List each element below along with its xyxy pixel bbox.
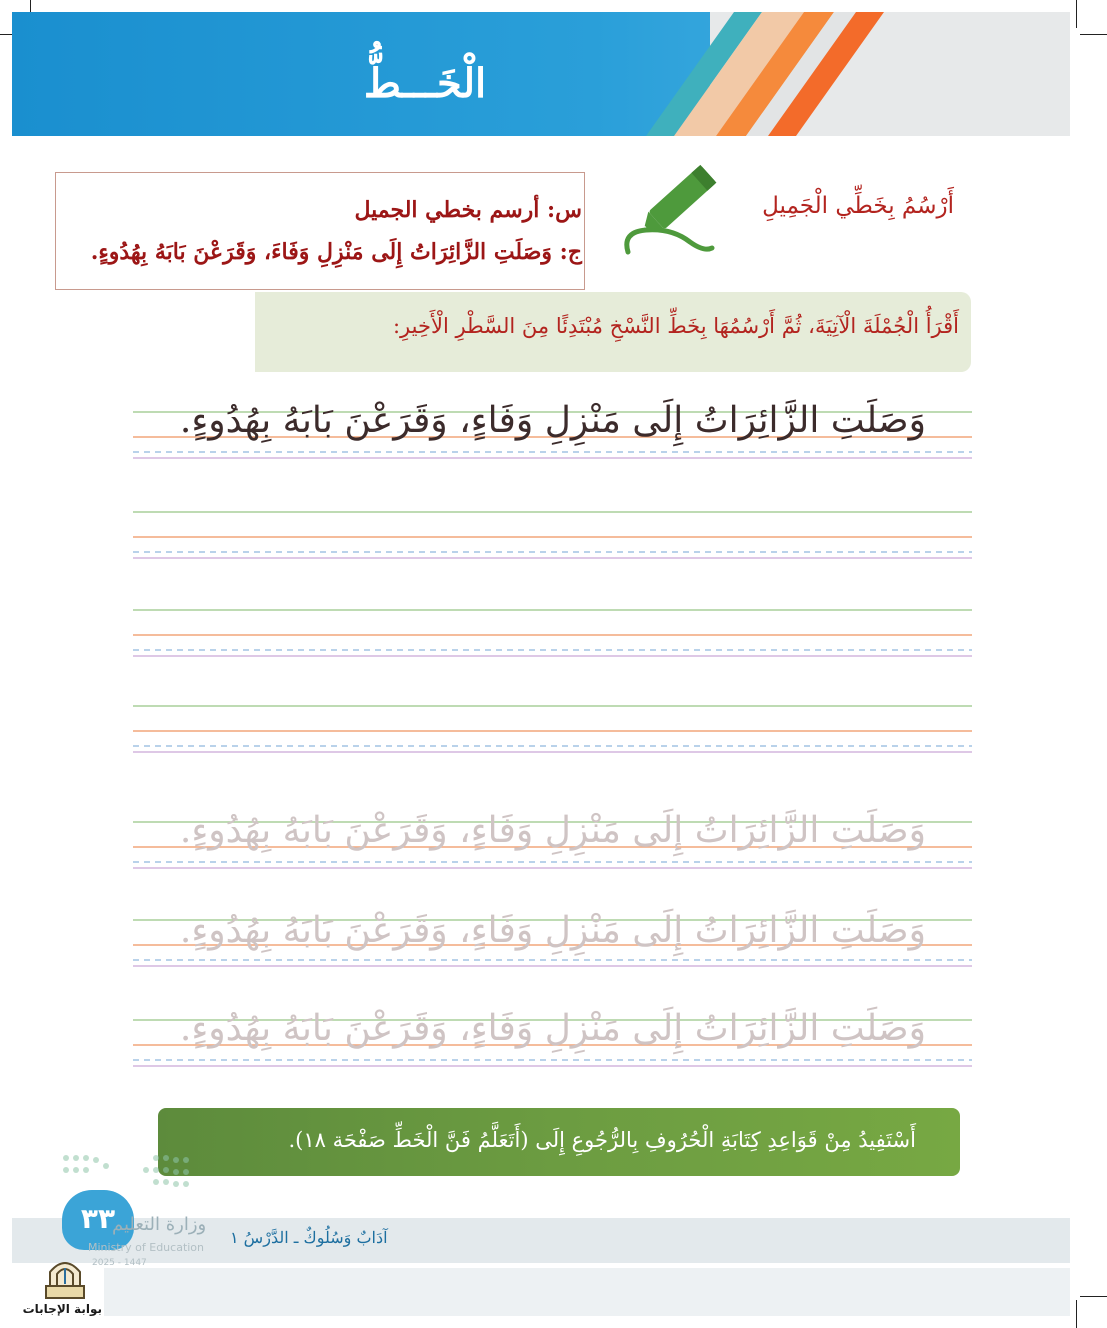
instruction-text: أَقْرَأُ الْجُمْلَةَ الْآتِيَةَ، ثُمَّ أَرْسُمُهَا بِخَطِّ النَّسْخِ مُبْتَدِئًا مِنَ السَّطْرِ الْأَخِيرِ: bbox=[392, 314, 959, 338]
page-title: الْخَـــطُّ bbox=[363, 60, 487, 107]
answer-text: ج: وَصَلَتِ الزَّائِرَاتُ إِلَى مَنْزِلِ وَفَاءَ، وَقَرَعْنَ بَابَهُ بِهُدُوءٍ. bbox=[90, 239, 582, 265]
question-text: س: أرسم بخطي الجميل bbox=[354, 197, 582, 223]
tip-bar bbox=[158, 1108, 960, 1176]
model-sentence: وَصَلَتِ الزَّائِرَاتُ إِلَى مَنْزِلِ وَفَاءٍ، وَقَرَعْنَ بَابَهُ بِهُدُوءٍ. bbox=[179, 400, 926, 441]
trace-sentence: وَصَلَتِ الزَّائِرَاتُ إِلَى مَنْزِلِ وَفَاءٍ، وَقَرَعْنَ بَابَهُ بِهُدُوءٍ. bbox=[179, 810, 926, 851]
bottom-strip bbox=[104, 1268, 1070, 1316]
site-mosque-logo bbox=[42, 1256, 88, 1300]
ministry-year: 2025 - 1447 bbox=[92, 1258, 147, 1268]
trace-sentence: وَصَلَتِ الزَّائِرَاتُ إِلَى مَنْزِلِ وَفَاءٍ، وَقَرَعْنَ بَابَهُ بِهُدُوءٍ. bbox=[179, 1008, 926, 1049]
section-title: أَرْسُمُ بِخَطِّي الْجَمِيلِ bbox=[762, 193, 954, 219]
ministry-name-ar: وزارة التعليم bbox=[112, 1214, 207, 1235]
tip-text: أَسْتَفِيدُ مِنْ قَوَاعِدِ كِتَابَةِ الْحُرُوفِ بِالرُّجُوعِ إِلَى (أَتَعَلَّمُ فَنَّ الْخَطِّ صَفْحَة ١٨). bbox=[288, 1128, 916, 1152]
footer-lesson: آدَابٌ وَسُلُوكٌ ـ الدَّرْسُ ١ bbox=[230, 1228, 388, 1247]
site-label: بوابة الإجابات bbox=[22, 1302, 102, 1316]
ministry-dots-logo bbox=[60, 1152, 200, 1192]
trace-sentence: وَصَلَتِ الزَّائِرَاتُ إِلَى مَنْزِلِ وَفَاءٍ، وَقَرَعْنَ بَابَهُ بِهُدُوءٍ. bbox=[179, 910, 926, 951]
ministry-name-en: Ministry of Education bbox=[88, 1241, 205, 1254]
page-number: ٣٣ bbox=[80, 1202, 116, 1235]
